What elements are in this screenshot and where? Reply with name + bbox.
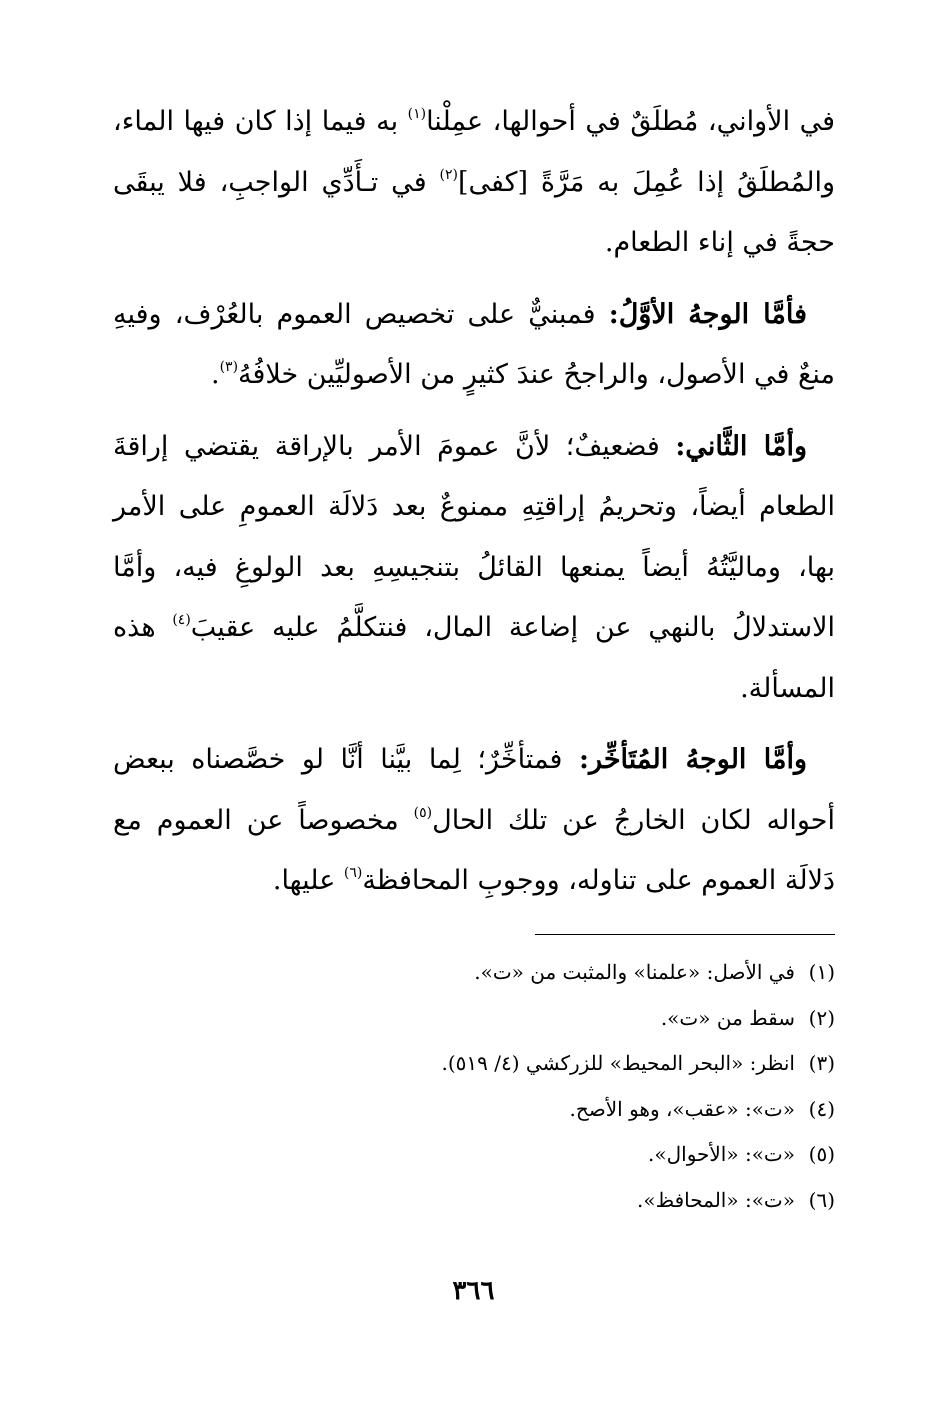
footnotes-list xyxy=(113,950,835,1223)
paragraph-heading: فأمَّا الوجهُ الأوَّلُ: xyxy=(608,298,807,330)
paragraph-text: في تـأَدِّي الواجبِ، فلا يبقَى حجةً في إناء الطعام. xyxy=(113,166,835,258)
footnote-text: «ت»: «المحافظ». xyxy=(637,1187,795,1212)
paragraph-heading: وأمَّا الوجهُ المُتَأخِّر: xyxy=(578,744,807,775)
footnote-number: (٤) xyxy=(808,1096,835,1121)
footnote-reference[interactable]: (٤) xyxy=(172,612,191,628)
footnote-text: «ت»: «عقب»، وهو الأصح. xyxy=(569,1096,795,1121)
footnote-number: (٣) xyxy=(808,1051,835,1075)
footnote-number: (٥) xyxy=(808,1142,835,1166)
paragraph xyxy=(113,730,835,912)
paragraph xyxy=(113,92,835,274)
footnote-text: انظر: «البحر المحيط» للزركشي (٤/ ٥١٩). xyxy=(441,1051,795,1075)
paragraph-text: به فيما إذا كان فيها الماء، والمُطلَقُ إذا عُمِلَ به مَرَّةً [كفى] xyxy=(113,106,835,198)
paragraph-text: . xyxy=(210,359,220,390)
paragraph-text: مخصوصاً عن العموم مع دَلالَة العموم على تناوله، ووجوبِ المحافظة xyxy=(113,804,835,896)
footnote-text: في الأصل: «علمنا» والمثبت من «ت». xyxy=(474,960,795,984)
footnote-item xyxy=(113,1041,835,1087)
footnote-item xyxy=(113,996,835,1042)
paragraph-text: فضعيفٌ؛ لأنَّ عمومَ الأمر بالإراقة يقتضي إراقةَ الطعام أيضاً، وتحريمُ إراقتِهِ ممنوعٌ بعد دَلالَة العمومِ على الأمر بها، وماليَّتُهُ أيضاً يمنعها القائلُ بتنجيسِهِ بعد الولوغِ فيه، وأمَّا الاستدلالُ بالنهي عن إضاعة المال، فنتكلَّمُ عليه عقيبَ xyxy=(113,430,836,643)
paragraph-text: في الأواني، مُطلَقٌ في أحوالها، عمِلْنا xyxy=(426,106,835,137)
footnote-reference[interactable]: (٣) xyxy=(219,359,239,375)
footnote-text: سقط من «ت». xyxy=(660,1005,795,1030)
paragraph-text: عليها. xyxy=(272,865,344,896)
main-text-block xyxy=(113,92,835,923)
footnote-reference[interactable]: (٢) xyxy=(439,166,458,183)
page-number: ٣٦٦ xyxy=(452,1276,495,1306)
footnote-reference[interactable]: (٦) xyxy=(343,865,363,881)
paragraph-text: فمتأخِّرٌ؛ لِما بيَّنا أنَّا لو خصَّصناه ببعض أحواله لكان الخارجُ عن تلك الحال xyxy=(113,744,835,836)
footnote-reference[interactable]: (٥) xyxy=(413,804,433,821)
footnote-item xyxy=(113,1178,835,1224)
paragraph xyxy=(113,285,835,406)
footnote-item xyxy=(113,950,835,996)
paragraph-heading: وأمَّا الثَّاني: xyxy=(675,430,808,462)
paragraph-text: هذه المسألة. xyxy=(113,612,835,704)
footnote-separator xyxy=(535,934,835,935)
footnote-number: (٢) xyxy=(808,1005,835,1030)
paragraph-text: فمبنيٌّ على تخصيص العموم بالعُرْف، وفيهِ منعٌ في الأصول، والراجحُ عندَ كثيرٍ من الأصوليِّين خلافُهُ xyxy=(113,298,835,390)
footnote-item xyxy=(113,1132,835,1178)
footnote-text: «ت»: «الأحوال». xyxy=(648,1142,795,1166)
footnote-reference[interactable]: (١) xyxy=(407,106,427,122)
paragraph xyxy=(113,417,835,720)
footnote-item xyxy=(113,1087,835,1133)
footnote-number: (١) xyxy=(808,960,835,984)
footnote-number: (٦) xyxy=(808,1187,835,1212)
